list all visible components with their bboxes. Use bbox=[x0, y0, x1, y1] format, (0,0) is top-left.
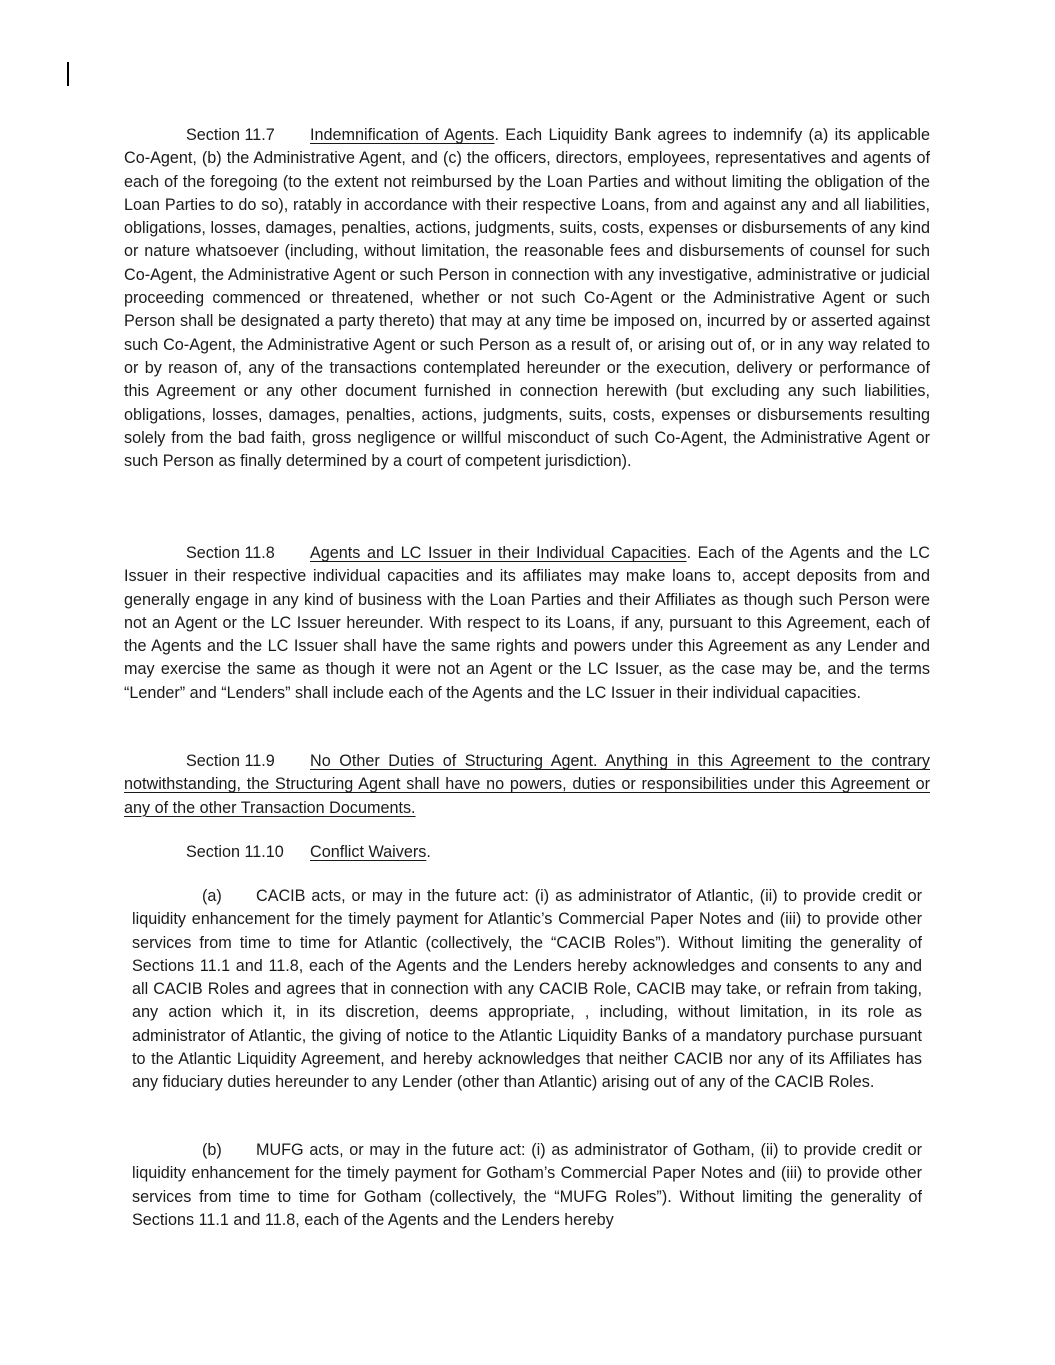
section-body-underlined: No Other Duties of Structuring Agent. Anything in this Agreement to the contrary notwithstanding, the Structuring Agent shall have no powers, duties or responsibilities under this Agreement or any of the other Transaction Documents. bbox=[124, 752, 930, 817]
section-number: Section 11.9 bbox=[186, 752, 275, 770]
section-number: Section 11.7 bbox=[186, 126, 275, 144]
subsection-body: MUFG acts, or may in the future act: (i) as administrator of Gotham, (ii) to provide credit or liquidity enhancement for the timely payment for Gotham’s Commercial Paper Notes and (iii) to provide other services from time to time for Gotham (collectively, the “MUFG Roles”). Without limiting the generality of Sections 11.1 and 11.8, each of the Agents and the Lenders hereby bbox=[132, 1141, 922, 1229]
section-number: Section 11.8 bbox=[186, 544, 275, 562]
section-body: . Each of the Agents and the LC Issuer in their respective individual capacities and its affiliates may make loans to, accept deposits from and generally engage in any kind of business with the Loan Parties and their Affiliates as though such Person were not an Agent or the LC Issuer hereunder. With respect to its Loans, if any, pursuant to this Agreement, each of the Agents and the LC Issuer shall have the same rights and powers under this Agreement as any Lender and may exercise the same as though it were not an Agent or the LC Issuer, as the case may be, and the terms “Lender” and “Lenders” shall include each of the Agents and the LC Issuer in their individual capacities. bbox=[124, 544, 930, 702]
section-title: Indemnification of Agents bbox=[310, 126, 495, 144]
section-body: . Each Liquidity Bank agrees to indemnify (a) its applicable Co-Agent, (b) the Administrative Agent, and (c) the officers, directors, employees, representatives and agents of each of the foregoing (to the extent not reimbursed by the Loan Parties and without limiting the obligation of the Loan Parties to do so), ratably in accordance with their respective Loans, from and against any and all liabilities, obligations, losses, damages, penalties, actions, judgments, suits, costs, expenses or disbursements of any kind or nature whatsoever (including, without limitation, the reasonable fees and disbursements of counsel for such Co-Agent, the Administrative Agent or such Person in connection with any investigative, administrative or judicial proceeding commenced or threatened, whether or not such Co-Agent or the Administrative Agent or such Person shall be designated a party thereto) that may at any time be imposed on, incurred by or asserted against such Co-Agent, the Administrative Agent or such Person as a result of, or arising out of, or in any way related to or by reason of, any of the transactions contemplated hereunder or the execution, delivery or performance of this Agreement or any other document furnished in connection herewith (but excluding any such liabilities, obligations, losses, damages, penalties, actions, judgments, suits, costs, expenses or disbursements resulting solely from the bad faith, gross negligence or willful misconduct of such Co-Agent, the Administrative Agent or such Person as finally determined by a court of competent jurisdiction). bbox=[124, 126, 930, 471]
subsection-label: (b) bbox=[202, 1141, 222, 1159]
section-11-8 bbox=[124, 542, 930, 705]
subsection-b bbox=[132, 1139, 922, 1232]
subsection-label: (a) bbox=[202, 887, 222, 905]
section-title: Conflict Waivers bbox=[310, 843, 427, 861]
section-11-10 bbox=[124, 841, 930, 864]
text-cursor bbox=[67, 62, 69, 86]
section-number: Section 11.10 bbox=[186, 843, 284, 861]
subsection-body: CACIB acts, or may in the future act: (i) as administrator of Atlantic, (ii) to provide credit or liquidity enhancement for the timely payment for Atlantic’s Commercial Paper Notes and (iii) to provide other services from time to time for Atlantic (collectively, the “CACIB Roles”). Without limiting the generality of Sections 11.1 and 11.8, each of the Agents and the Lenders hereby acknowledges and consents to any and all CACIB Roles and agrees that in connection with any CACIB Role, CACIB may take, or refrain from taking, any action which it, in its discretion, deems appropriate, , including, without limitation, in its role as administrator of Atlantic, the giving of notice to the Atlantic Liquidity Banks of a mandatory purchase pursuant to the Atlantic Liquidity Agreement, and hereby acknowledges that neither CACIB nor any of its Affiliates has any fiduciary duties hereunder to any Lender (other than Atlantic) arising out of any of the CACIB Roles. bbox=[132, 887, 922, 1092]
subsection-a bbox=[132, 885, 922, 1095]
section-title-end: . bbox=[426, 843, 431, 861]
section-11-7 bbox=[124, 124, 930, 473]
section-11-9 bbox=[124, 750, 930, 820]
section-title: Agents and LC Issuer in their Individual Capacities bbox=[310, 544, 687, 562]
